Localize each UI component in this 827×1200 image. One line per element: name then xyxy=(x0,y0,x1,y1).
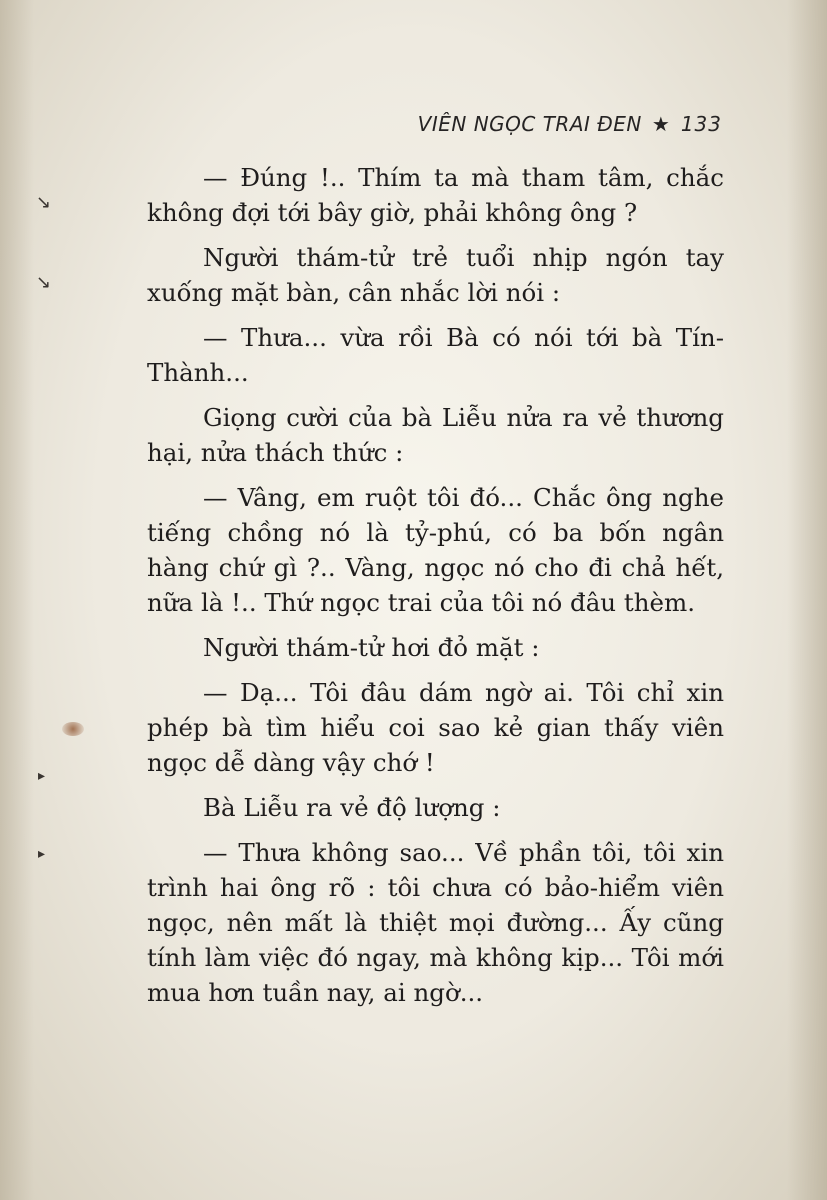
paragraph: Bà Liễu ra vẻ độ lượng : xyxy=(203,793,501,822)
margin-mark: ▸ xyxy=(38,846,46,862)
margin-mark: ▸ xyxy=(38,768,46,784)
paragraph: — Thưa... vừa rồi Bà có nói tới bà Tín-Thành... xyxy=(147,323,724,387)
body-text xyxy=(147,160,724,1020)
margin-mark: ↘ xyxy=(36,272,52,293)
paragraph: — Thưa không sao... Về phần tôi, tôi xin trình hai ông rõ : tôi chưa có bảo-hiểm viên ngọc, nên mất là thiệt mọi đường... Ấy cũng tính làm việc đó ngay, mà không kịp... Tôi mới mua hơn tuần nay, ai ngờ... xyxy=(147,838,724,1007)
paragraph: Giọng cười của bà Liễu nửa ra vẻ thương hại, nửa thách thức : xyxy=(147,403,724,467)
paragraph: Người thám-tử trẻ tuổi nhịp ngón tay xuống mặt bàn, cân nhắc lời nói : xyxy=(147,243,724,307)
paragraph: Người thám-tử hơi đỏ mặt : xyxy=(203,633,540,662)
book-title: VIÊN NGỌC TRAI ĐEN xyxy=(417,112,642,136)
ink-stain xyxy=(62,722,84,736)
page-number: 133 xyxy=(680,112,722,136)
paragraph: — Đúng !.. Thím ta mà tham tâm, chắc không đợi tới bây giờ, phải không ông ? xyxy=(147,163,724,227)
paragraph: — Dạ... Tôi đâu dám ngờ ai. Tôi chỉ xin phép bà tìm hiểu coi sao kẻ gian thấy viên ngọc dễ dàng vậy chớ ! xyxy=(147,678,724,777)
margin-mark: ↘ xyxy=(36,192,52,213)
paragraph: — Vâng, em ruột tôi đó... Chắc ông nghe tiếng chồng nó là tỷ-phú, có ba bốn ngân hàng chứ gì ?.. Vàng, ngọc nó cho đi chả hết, nữa là !.. Thứ ngọc trai của tôi nó đâu thèm. xyxy=(147,483,724,617)
star-icon: ★ xyxy=(651,112,671,136)
running-header xyxy=(418,112,722,136)
